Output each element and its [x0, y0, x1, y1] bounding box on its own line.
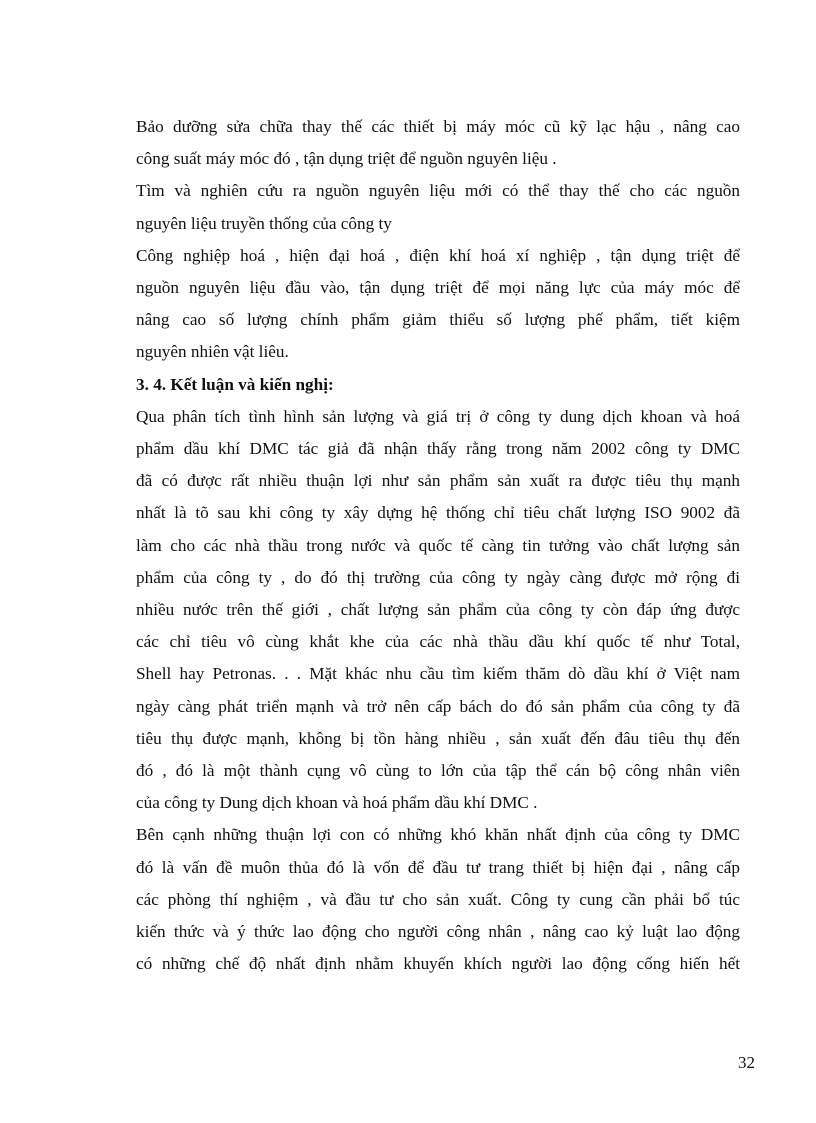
paragraph-analysis [136, 401, 740, 820]
text-line: làm cho các nhà thầu trong nước và quốc tế càng tin tưởng vào chất lượng sản [136, 535, 740, 555]
text-line: nâng cao số lượng chính phẩm giảm thiểu số lượng phế phẩm, tiết kiệm [136, 310, 740, 330]
paragraph-difficulties [136, 819, 740, 980]
text-line: các phòng thí nghiệm , và đầu tư cho sản xuất. Công ty cung cần phải bổ túc [136, 889, 740, 909]
text-line: phẩm dầu khí DMC tác giả đã nhận thấy rằng trong năm 2002 công ty DMC [136, 439, 740, 459]
text-line: nguyên liệu truyền thống của công ty [136, 213, 392, 233]
text-line: có những chế độ nhất định nhằm khuyến khích người lao động cống hiến hết [136, 954, 740, 974]
paragraph-industrialization [136, 240, 740, 369]
text-line: Bảo dưỡng sửa chữa thay thế các thiết bị máy móc cũ kỹ lạc hậu , nâng cao [136, 117, 740, 136]
text-line: Bên cạnh những thuận lợi con có những khó khăn nhất định của công ty DMC [136, 825, 740, 845]
paragraph-maintenance [136, 111, 740, 175]
page-number: 32 [738, 1053, 755, 1072]
document-body [136, 111, 740, 980]
text-line: các chỉ tiêu vô cùng khắt khe của các nhà thầu dầu khí quốc tế như Total, [136, 632, 740, 652]
text-line: đó , đó là một thành cụng vô cùng to lớn của tập thể cán bộ công nhân viên [136, 761, 740, 781]
text-line: Công nghiệp hoá , hiện đại hoá , điện khí hoá xí nghiệp , tận dụng triệt để [136, 245, 740, 265]
text-line: đó là vấn đề muôn thủa đó là vốn để đầu tư trang thiết bị hiện đại , nâng cấp [136, 857, 740, 877]
text-line: tiêu thụ được mạnh, không bị tồn hàng nhiều , sản xuất đến đâu tiêu thụ đến [136, 728, 740, 748]
text-line: Qua phân tích tình hình sản lượng và giá trị ở công ty dung dịch khoan và hoá [136, 406, 740, 426]
text-line: của công ty Dung dịch khoan và hoá phẩm dầu khí DMC . [136, 793, 538, 813]
text-line: Tìm và nghiên cứu ra nguồn nguyên liệu mới có thể thay thế cho các nguồn [136, 181, 740, 201]
text-line: kiến thức và ý thức lao động cho người công nhân , nâng cao kỷ luật lao động [136, 922, 740, 942]
text-line: nhất là tõ sau khi công ty xây dựng hệ thống chỉ tiêu chất lượng ISO 9002 đã [136, 503, 740, 523]
paragraph-research [136, 175, 740, 239]
text-line: nguồn nguyên liệu đầu vào, tận dụng triệt để mọi năng lực của máy móc để [136, 278, 740, 298]
text-line: công suất máy móc đó , tận dụng triệt để nguồn nguyên liệu . [136, 149, 557, 169]
text-line: nguyên nhiên vật liêu. [136, 342, 289, 362]
text-line: nhiều nước trên thế giới , chất lượng sản phẩm của công ty còn đáp ứng được [136, 600, 740, 620]
text-line: Shell hay Petronas. . . Mặt khác nhu cầu tìm kiếm thăm dò dầu khí ở Việt nam [136, 664, 740, 684]
text-line: đã có được rất nhiều thuận lợi như sản phẩm sản xuất ra được tiêu thụ mạnh [136, 471, 740, 491]
section-heading: 3. 4. Kết luận và kiến nghị: [136, 374, 334, 394]
text-line: phẩm của công ty , do đó thị trường của công ty ngày càng được mở rộng đi [136, 567, 740, 587]
text-line: ngày càng phát triển mạnh và trở nên cấp bách do đó sản phẩm của công ty đã [136, 696, 740, 716]
